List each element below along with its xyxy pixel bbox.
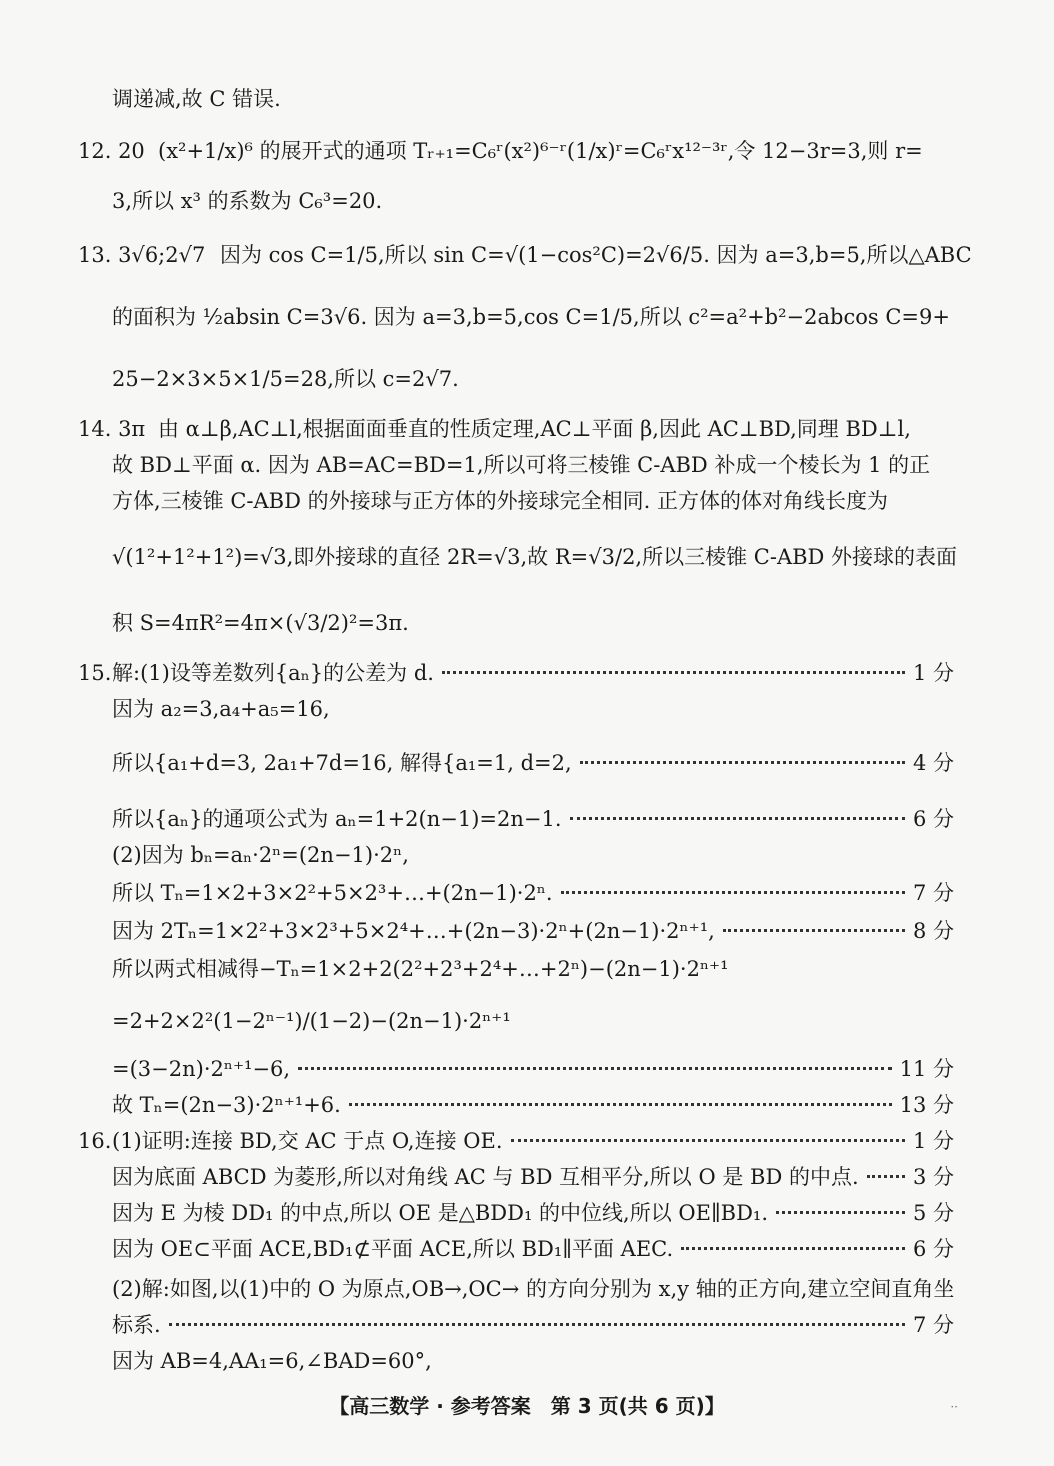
score-label: 8 分 <box>912 919 954 943</box>
step-text: =2+2×2²(1−2ⁿ⁻¹)/(1−2)−(2n−1)·2ⁿ⁺¹ <box>112 1009 511 1033</box>
leader-dots <box>442 671 905 674</box>
leader-dots <box>349 1103 892 1106</box>
page-footer: 【高三数学 · 参考答案 第 3 页(共 6 页)】 <box>329 1394 725 1418</box>
text-line: 的面积为 ½absin C=3√6. 因为 a=3,b=5,cos C=1/5,所以 c²=a²+b²−2abcos C=9+ <box>112 305 950 329</box>
step-text: 解:(1)设等差数列{aₙ}的公差为 d. <box>112 661 434 685</box>
text-line: 故 BD⊥平面 α. 因为 AB=AC=BD=1,所以可将三棱锥 C-ABD 补成一个棱长为 1 的正 <box>112 453 931 477</box>
step-text: (1)证明:连接 BD,交 AC 于点 O,连接 OE. <box>112 1129 503 1153</box>
leader-dots <box>570 817 905 820</box>
text-line: 由 α⊥β,AC⊥l,根据面面垂直的性质定理,AC⊥平面 β,因此 AC⊥BD,同理 BD⊥l, <box>158 417 911 441</box>
step-text: 因为 OE⊂平面 ACE,BD₁⊄平面 ACE,所以 BD₁∥平面 AEC. <box>112 1237 674 1261</box>
step-text: 所以{a₁+d=3, 2a₁+7d=16, 解得{a₁=1, d=2, <box>112 751 572 775</box>
step-text: (2)因为 bₙ=aₙ·2ⁿ=(2n−1)·2ⁿ, <box>112 843 409 867</box>
text-line: 因为 cos C=1/5,所以 sin C=√(1−cos²C)=2√6/5. 因为 a=3,b=5,所以△ABC <box>220 243 972 267</box>
text-line: (x²+1/x)⁶ 的展开式的通项 Tᵣ₊₁=C₆ʳ(x²)⁶⁻ʳ(1/x)ʳ=C₆ʳx¹²⁻³ʳ,令 12−3r=3,则 r= <box>158 139 923 163</box>
leader-dots <box>580 761 905 764</box>
step-text: 标系. <box>112 1313 161 1337</box>
leader-dots <box>298 1067 892 1070</box>
score-label: 7 分 <box>912 881 954 905</box>
text-line: 25−2×3×5×1/5=28,所以 c=2√7. <box>112 367 459 391</box>
step-text: 因为底面 ABCD 为菱形,所以对角线 AC 与 BD 互相平分,所以 O 是 BD 的中点. <box>112 1165 859 1189</box>
score-label: 7 分 <box>912 1313 954 1337</box>
step-text: 所以 Tₙ=1×2+3×2²+5×2³+…+(2n−1)·2ⁿ. <box>112 881 553 905</box>
score-label: 5 分 <box>912 1201 954 1225</box>
score-label: 6 分 <box>912 807 954 831</box>
question-number: 12. 20 <box>78 139 145 163</box>
score-label: 4 分 <box>912 751 954 775</box>
text-line: 积 S=4πR²=4π×(√3/2)²=3π. <box>112 611 409 635</box>
question-number: 15. <box>78 661 112 685</box>
leader-dots <box>681 1247 905 1250</box>
text-line: 3,所以 x³ 的系数为 C₆³=20. <box>112 189 383 213</box>
leader-dots <box>723 929 905 932</box>
leader-dots <box>511 1139 905 1142</box>
leader-dots <box>776 1211 905 1214</box>
page-corner-mark: ·· <box>950 1400 958 1414</box>
step-text: 所以两式相减得−Tₙ=1×2+2(2²+2³+2⁴+…+2ⁿ)−(2n−1)·2ⁿ⁺¹ <box>112 957 729 981</box>
step-text: 因为 E 为棱 DD₁ 的中点,所以 OE 是△BDD₁ 的中位线,所以 OE∥BD₁. <box>112 1201 769 1225</box>
score-label: 11 分 <box>899 1057 954 1081</box>
step-text: 故 Tₙ=(2n−3)·2ⁿ⁺¹+6. <box>112 1093 341 1117</box>
score-label: 6 分 <box>912 1237 954 1261</box>
score-label: 13 分 <box>899 1093 954 1117</box>
score-label: 1 分 <box>912 661 954 685</box>
step-text: 所以{aₙ}的通项公式为 aₙ=1+2(n−1)=2n−1. <box>112 807 562 831</box>
question-number: 13. 3√6;2√7 <box>78 243 206 267</box>
step-text: =(3−2n)·2ⁿ⁺¹−6, <box>112 1057 291 1081</box>
leader-dots <box>867 1175 905 1178</box>
leader-dots <box>169 1323 905 1326</box>
step-text: 因为 AB=4,AA₁=6,∠BAD=60°, <box>112 1349 432 1373</box>
step-text: 因为 a₂=3,a₄+a₅=16, <box>112 697 330 721</box>
text-line: 调递减,故 C 错误. <box>112 87 281 111</box>
question-number: 14. 3π <box>78 417 146 441</box>
question-number: 16. <box>78 1129 112 1153</box>
score-label: 1 分 <box>912 1129 954 1153</box>
step-text: (2)解:如图,以(1)中的 O 为原点,OB→,OC→ 的方向分别为 x,y 轴的正方向,建立空间直角坐 <box>112 1277 955 1301</box>
score-label: 3 分 <box>912 1165 954 1189</box>
text-line: 方体,三棱锥 C-ABD 的外接球与正方体的外接球完全相同. 正方体的体对角线长度为 <box>112 489 888 513</box>
leader-dots <box>561 891 905 894</box>
step-text: 因为 2Tₙ=1×2²+3×2³+5×2⁴+…+(2n−3)·2ⁿ+(2n−1)·2ⁿ⁺¹, <box>112 919 715 943</box>
text-line: √(1²+1²+1²)=√3,即外接球的直径 2R=√3,故 R=√3/2,所以三棱锥 C-ABD 外接球的表面 <box>112 545 958 569</box>
